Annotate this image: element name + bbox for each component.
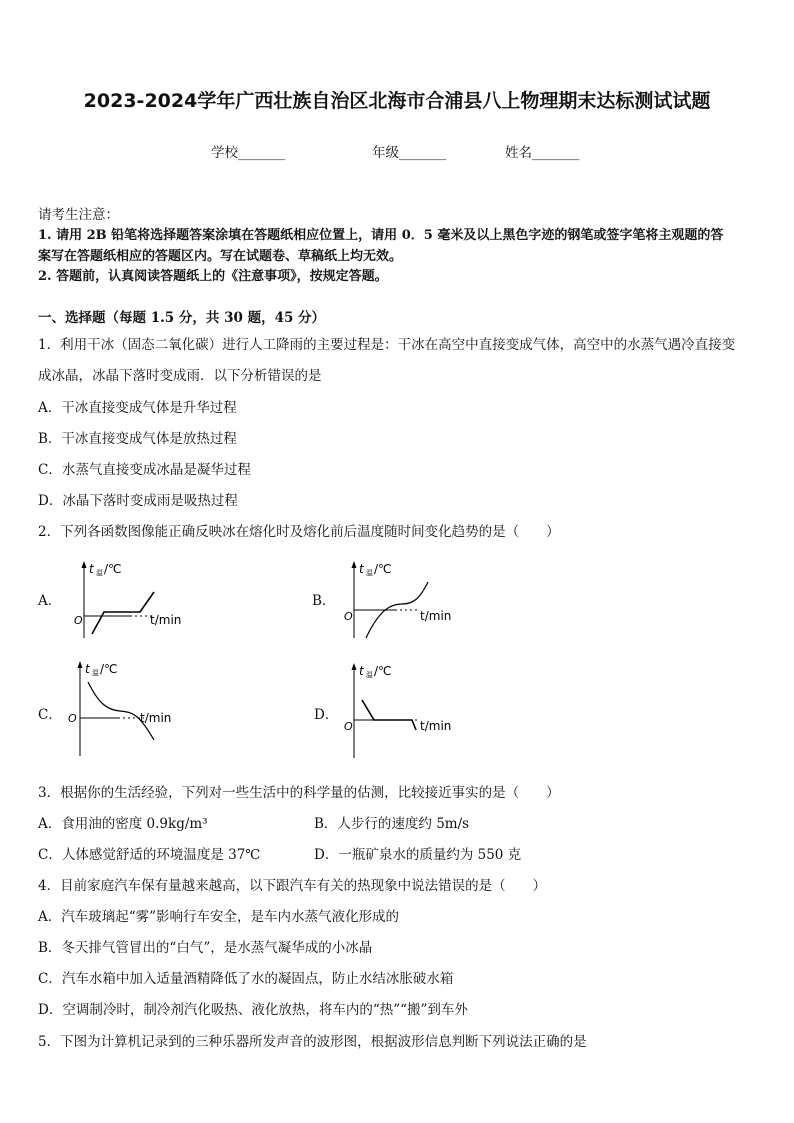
q3-option-c: C．人体感觉舒适的环境温度是 37℃ — [38, 847, 261, 863]
graph-a-xlabel: t/min — [150, 613, 182, 627]
q3-option-d: D．一瓶矿泉水的质量约为 550 克 — [314, 847, 522, 863]
graph-c-xlabel: t/min — [140, 711, 172, 725]
graph-c-yunit: /℃ — [100, 662, 118, 676]
graph-d-yunit: /℃ — [374, 664, 392, 678]
notice-line-1b: 案写在答题纸相应的答题区内。写在试题卷、草稿纸上均无效。 — [38, 249, 403, 264]
section-heading: 一、选择题（每题 1.5 分，共 30 题，45 分） — [38, 310, 326, 326]
graph-d-ysub: 温 — [366, 671, 373, 679]
graph-b-xlabel: t/min — [420, 609, 452, 623]
graph-a-origin: O — [74, 614, 83, 627]
q1-stem-b: 成冰晶，冰晶下落时变成雨．以下分析错误的是 — [38, 368, 322, 384]
graph-a-ylabel: t — [89, 562, 94, 576]
graph-c — [66, 658, 186, 758]
q2-stem: 2．下列各函数图像能正确反映冰在熔化时及熔化前后温度随时间变化趋势的是（ ） — [38, 524, 560, 540]
school-field: 学校_______ — [211, 145, 286, 161]
graph-d-origin: O — [344, 720, 353, 733]
graph-b-ysub: 温 — [366, 569, 373, 577]
page-title: 2023-2024学年广西壮族自治区北海市合浦县八上物理期末达标测试试题 — [83, 90, 711, 112]
graph-d-xlabel: t/min — [420, 719, 452, 733]
notice-line-2: 2. 答题前，认真阅读答题纸上的《注意事项》，按规定答题。 — [38, 269, 388, 284]
graph-b-yunit: /℃ — [374, 562, 392, 576]
q1-option-b: B．干冰直接变成气体是放热过程 — [38, 431, 237, 447]
q1-stem-a: 1．利用干冰（固态二氧化碳）进行人工降雨的主要过程是：干冰在高空中直接变成气体，高空中的水蒸气遇冷直接变 — [38, 337, 736, 353]
graph-c-ylabel: t — [85, 662, 90, 676]
q4-option-a: A．汽车玻璃起“雾”影响行车安全，是车内水蒸气液化形成的 — [38, 909, 400, 925]
q2-option-a: A． — [38, 593, 62, 609]
q1-option-c: C．水蒸气直接变成冰晶是凝华过程 — [38, 462, 251, 478]
q2-option-b: B． — [312, 593, 336, 609]
q2-option-d: D． — [314, 707, 339, 723]
q4-option-c: C．汽车水箱中加入适量酒精降低了水的凝固点，防止水结冰胀破水箱 — [38, 971, 454, 987]
notice-heading: 请考生注意： — [38, 207, 119, 223]
q1-option-d: D．冰晶下落时变成雨是吸热过程 — [38, 493, 238, 509]
graph-b-ylabel: t — [359, 562, 364, 576]
q1-option-a: A．干冰直接变成气体是升华过程 — [38, 400, 237, 416]
graph-b-origin: O — [344, 610, 353, 623]
graph-a-ysub: 温 — [96, 569, 103, 577]
q5-stem: 5．下图为计算机记录到的三种乐器所发声音的波形图，根据波形信息判断下列说法正确的是 — [38, 1034, 587, 1050]
graph-d — [340, 660, 460, 760]
graph-c-origin: O — [68, 712, 77, 725]
graph-a-yunit: /℃ — [104, 562, 122, 576]
q3-option-a: A．食用油的密度 0.9kg/m³ — [38, 816, 208, 832]
name-field: 姓名_______ — [505, 145, 580, 161]
graph-c-ysub: 温 — [92, 669, 99, 677]
graph-a — [70, 558, 190, 640]
q3-option-b: B．人步行的速度约 5m/s — [314, 816, 470, 832]
q4-option-d: D．空调制冷时，制冷剂汽化吸热、液化放热，将车内的“热”“搬”到车外 — [38, 1002, 468, 1018]
q3-stem: 3．根据你的生活经验，下列对一些生活中的科学量的估测，比较接近事实的是（ ） — [38, 785, 560, 801]
q4-option-b: B．冬天排气管冒出的“白气”，是水蒸气凝华成的小冰晶 — [38, 940, 373, 956]
notice-line-1a: 1. 请用 2B 铅笔将选择题答案涂填在答题纸相应位置上，请用 0．5 毫米及以上黑色字迹的钢笔或签字笔将主观题的答 — [38, 228, 724, 243]
grade-field: 年级_______ — [372, 145, 447, 161]
q2-option-c: C． — [38, 707, 62, 723]
graph-b — [340, 558, 460, 640]
q4-stem: 4．目前家庭汽车保有量越来越高，以下跟汽车有关的热现象中说法错误的是（ ） — [38, 878, 547, 894]
graph-d-ylabel: t — [359, 664, 364, 678]
